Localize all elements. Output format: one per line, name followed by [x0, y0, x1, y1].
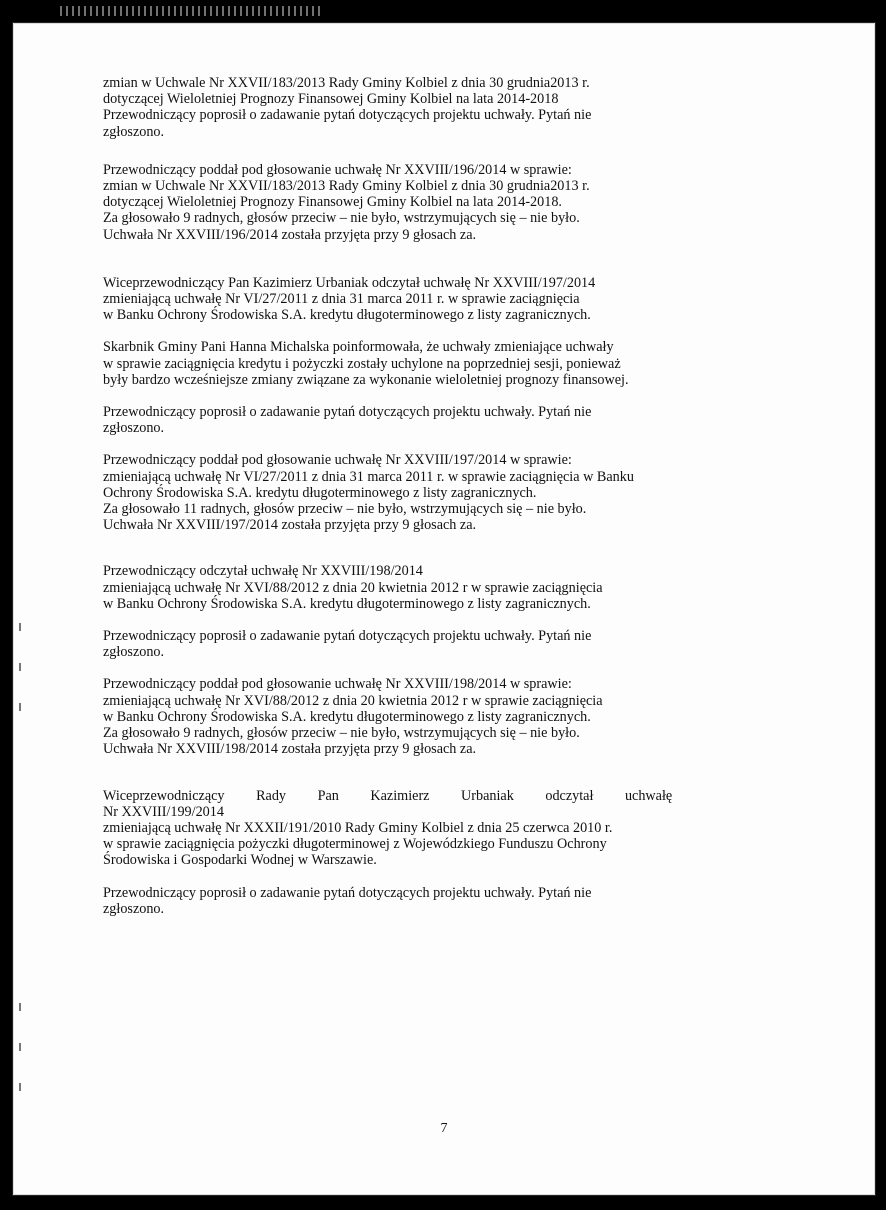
text-line: zmieniającą uchwałę Nr VI/27/2011 z dnia 31 marca 2011 r. w sprawie zaciągnięcia — [103, 291, 580, 308]
text-line: Przewodniczący poddał pod głosowanie uchwałę Nr XXVIII/196/2014 w sprawie: — [103, 161, 572, 178]
paragraph-10 — [103, 788, 743, 869]
margin-mark — [19, 1083, 21, 1091]
paragraph-7 — [103, 563, 743, 612]
paragraph-9 — [103, 676, 743, 757]
page-number: 7 — [440, 1121, 448, 1136]
text-line: Uchwała Nr XXVIII/197/2014 została przyjęta przy 9 głosach za. — [103, 517, 477, 534]
text-line: zgłoszono. — [103, 420, 165, 437]
text-line: dotyczącej Wieloletniej Prognozy Finansowej Gminy Kolbiel na lata 2014-2018 — [103, 91, 559, 108]
text-line: Nr XXVIII/199/2014 — [103, 803, 224, 820]
text-line: zmieniającą uchwałę Nr XVI/88/2012 z dnia 20 kwietnia 2012 r w sprawie zaciągnięcia — [103, 692, 603, 709]
text-line: Przewodniczący poprosił o zadawanie pytań dotyczących projektu uchwały. Pytań nie — [103, 404, 592, 421]
text-line: w Banku Ochrony Środowiska S.A. kredytu długoterminowego z listy zagranicznych. — [103, 708, 591, 725]
text-line: w sprawie zaciągnięcia kredytu i pożyczki zostały uchylone na poprzedniej sesji, ponieważ — [103, 355, 621, 372]
text-line: zmieniającą uchwałę Nr VI/27/2011 z dnia 31 marca 2011 r. w sprawie zaciągnięcia w Banku — [103, 468, 634, 485]
paragraph-2 — [103, 162, 743, 243]
text-line: w Banku Ochrony Środowiska S.A. kredytu długoterminowego z listy zagranicznych. — [103, 595, 591, 612]
paragraph-5 — [103, 404, 743, 436]
text-line: Przewodniczący poprosił o zadawanie pytań dotyczących projektu uchwały. Pytań nie — [103, 107, 592, 124]
text-line: Wiceprzewodniczący Rady Pan Kazimierz Urbaniak odczytał uchwałę — [103, 787, 673, 804]
margin-mark — [19, 623, 21, 631]
text-line: zmieniającą uchwałę Nr XXXII/191/2010 Rady Gminy Kolbiel z dnia 25 czerwca 2010 r. — [103, 819, 613, 836]
paragraph-6 — [103, 452, 743, 533]
text-line: w sprawie zaciągnięcia pożyczki długoterminowej z Wojewódzkiego Funduszu Ochrony — [103, 836, 607, 853]
text-line: Za głosowało 9 radnych, głosów przeciw – nie było, wstrzymujących się – nie było. — [103, 210, 580, 227]
text-line: zgłoszono. — [103, 644, 165, 661]
scan-artifact — [60, 6, 320, 16]
text-line: Ochrony Środowiska S.A. kredytu długoterminowego z listy zagranicznych. — [103, 484, 537, 501]
text-line: Skarbnik Gminy Pani Hanna Michalska poinformowała, że uchwały zmieniające uchwały — [103, 339, 614, 356]
text-line: zgłoszono. — [103, 900, 165, 917]
text-line: zgłoszono. — [103, 123, 165, 140]
text-line: Za głosowało 9 radnych, głosów przeciw – nie było, wstrzymujących się – nie było. — [103, 725, 580, 742]
text-line: Przewodniczący poddał pod głosowanie uchwałę Nr XXVIII/198/2014 w sprawie: — [103, 676, 572, 693]
paragraph-11 — [103, 885, 743, 917]
margin-mark — [19, 1003, 21, 1011]
text-line: zmian w Uchwale Nr XXVII/183/2013 Rady Gminy Kolbiel z dnia 30 grudnia2013 r. — [103, 75, 590, 91]
text-line: Środowiska i Gospodarki Wodnej w Warszawie. — [103, 852, 377, 869]
text-line: Przewodniczący poddał pod głosowanie uchwałę Nr XXVIII/197/2014 w sprawie: — [103, 452, 572, 469]
text-line: zmieniającą uchwałę Nr XVI/88/2012 z dnia 20 kwietnia 2012 r w sprawie zaciągnięcia — [103, 579, 603, 596]
text-line: były bardzo wcześniejsze zmiany związane za wykonanie wieloletniej prognozy finansowej. — [103, 371, 629, 388]
text-line: dotyczącej Wieloletniej Prognozy Finansowej Gminy Kolbiel na lata 2014-2018. — [103, 194, 562, 211]
margin-mark — [19, 703, 21, 711]
text-line: Przewodniczący odczytał uchwałę Nr XXVIII/198/2014 — [103, 563, 423, 580]
paragraph-1 — [103, 75, 743, 140]
paragraph-3 — [103, 275, 743, 324]
text-line: w Banku Ochrony Środowiska S.A. kredytu długoterminowego z listy zagranicznych. — [103, 307, 591, 324]
margin-mark — [19, 663, 21, 671]
paragraph-8 — [103, 628, 743, 660]
text-line: Wiceprzewodniczący Pan Kazimierz Urbaniak odczytał uchwałę Nr XXVIII/197/2014 — [103, 274, 596, 291]
document-page — [12, 22, 876, 1196]
text-line: zmian w Uchwale Nr XXVII/183/2013 Rady Gminy Kolbiel z dnia 30 grudnia2013 r. — [103, 178, 590, 195]
paragraph-4 — [103, 339, 743, 388]
text-line: Uchwała Nr XXVIII/198/2014 została przyjęta przy 9 głosach za. — [103, 741, 477, 758]
text-line: Przewodniczący poprosił o zadawanie pytań dotyczących projektu uchwały. Pytań nie — [103, 884, 592, 901]
margin-mark — [19, 1043, 21, 1051]
text-line: Przewodniczący poprosił o zadawanie pytań dotyczących projektu uchwały. Pytań nie — [103, 628, 592, 645]
document-body — [103, 75, 743, 933]
text-line: Za głosowało 11 radnych, głosów przeciw – nie było, wstrzymujących się – nie było. — [103, 501, 587, 518]
text-line: Uchwała Nr XXVIII/196/2014 została przyjęta przy 9 głosach za. — [103, 226, 477, 243]
